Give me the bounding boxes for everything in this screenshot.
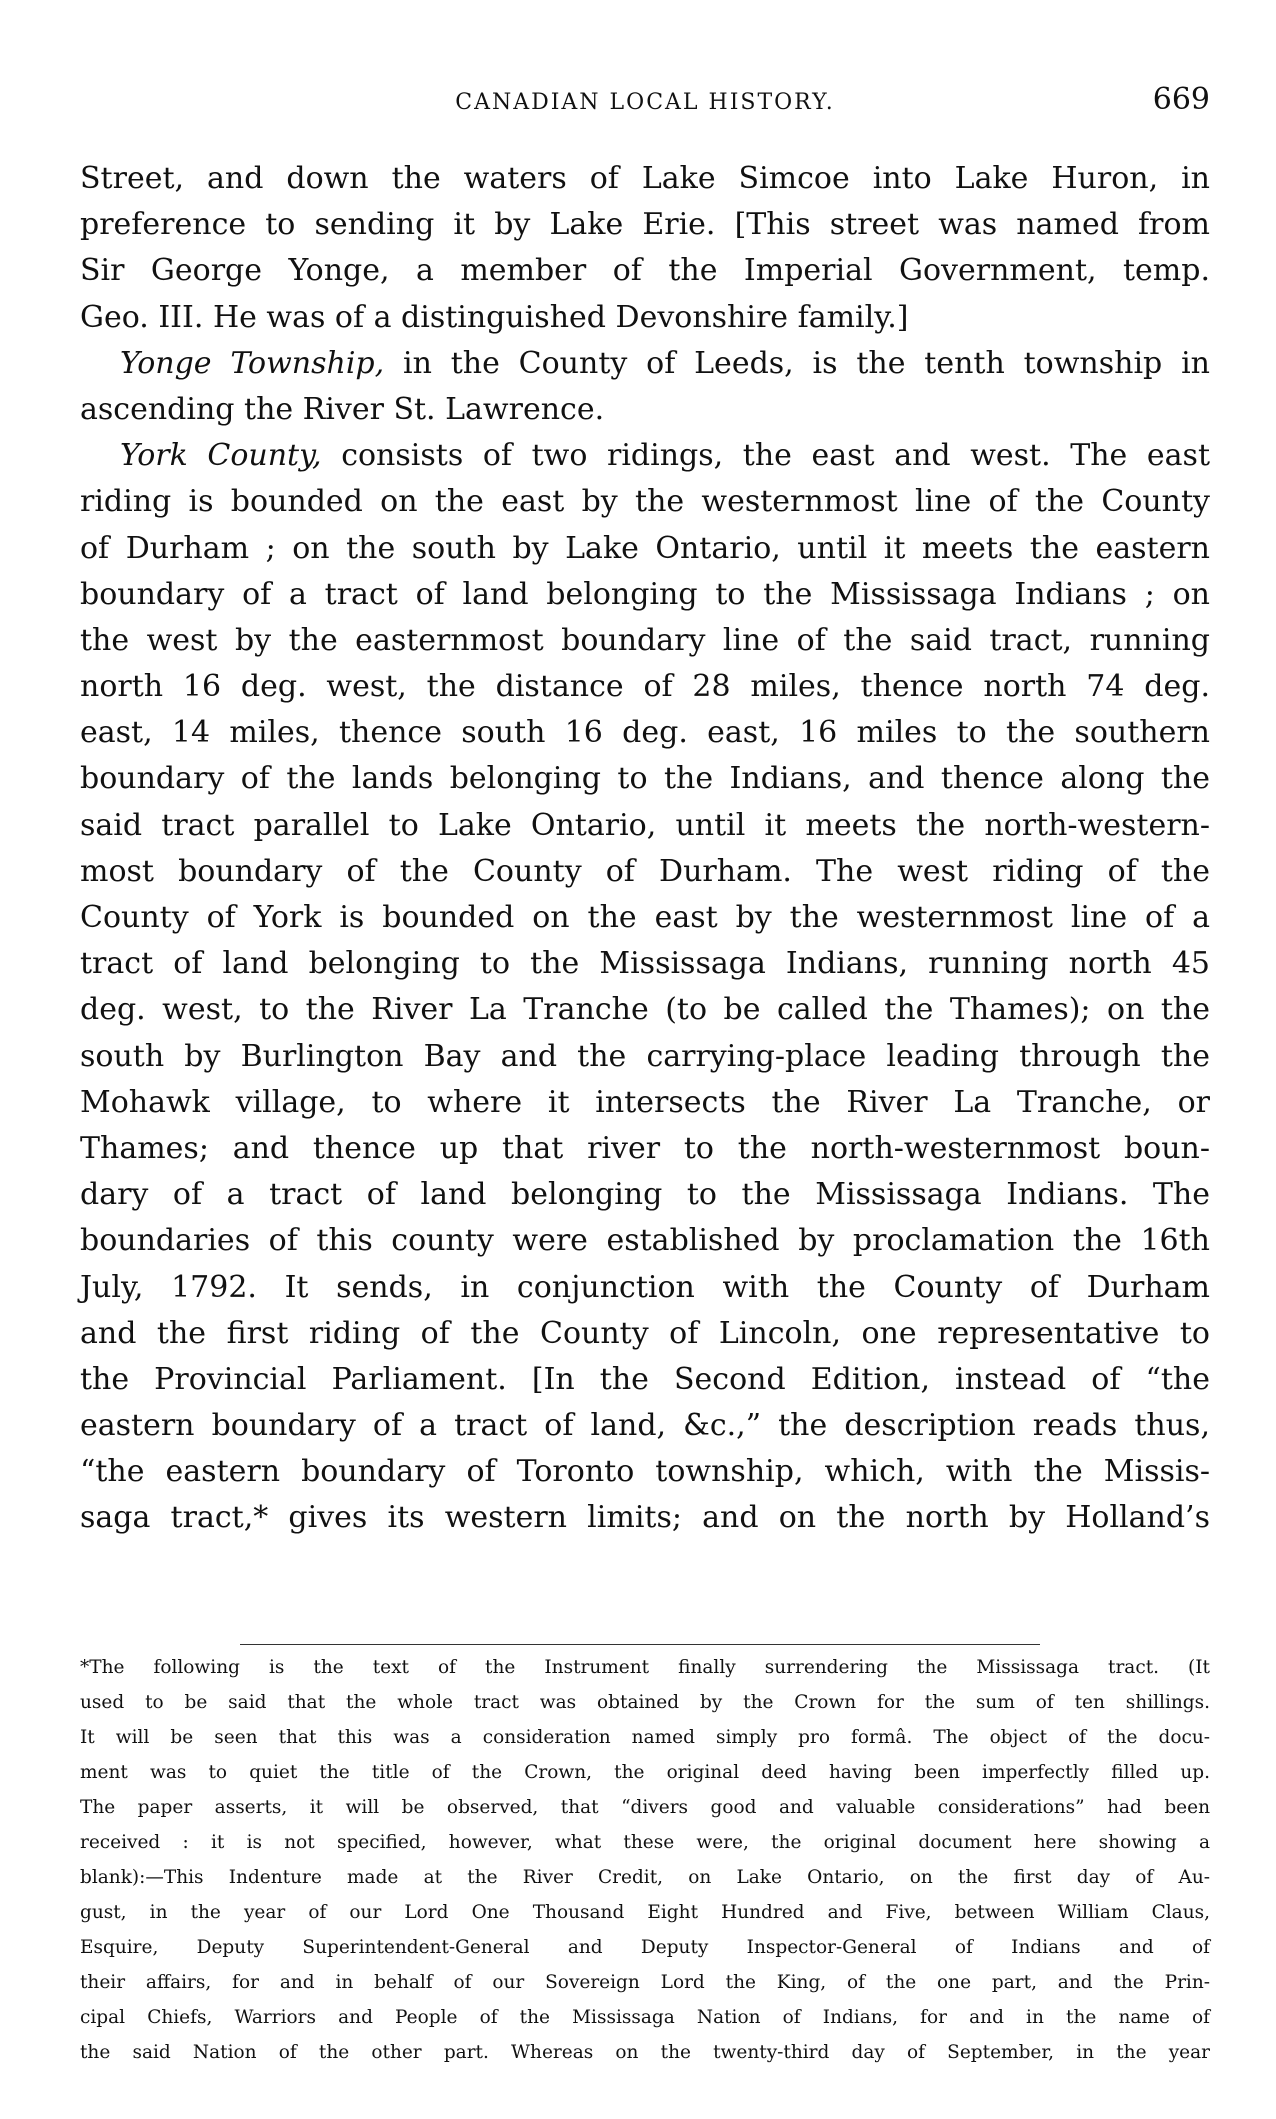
- body-line: “the eastern boundary of Toronto township, which, with the Missis-: [80, 1454, 1210, 1490]
- body-line: boundaries of this county were established by proclamation the 16th: [80, 1223, 1210, 1259]
- body-line: of Durham ; on the south by Lake Ontario, until it meets the eastern: [80, 530, 1210, 566]
- footnote-line: received : it is not specified, however, what these were, the original document here showing a: [80, 1832, 1210, 1853]
- body-line: Mohawk village, to where it intersects the River La Tranche, or: [80, 1084, 1210, 1120]
- page-number: 669: [1152, 82, 1210, 117]
- body-line: riding is bounded on the east by the westernmost line of the County: [80, 484, 1210, 520]
- body-line: boundary of the lands belonging to the Indians, and thence along the: [80, 761, 1210, 797]
- body-line: the Provincial Parliament. [In the Second Edition, instead of “the: [80, 1361, 1210, 1397]
- footnote-line: It will be seen that this was a consideration named simply pro formâ. The object of the docu-: [80, 1727, 1210, 1748]
- body-line: east, 14 miles, thence south 16 deg. east, 16 miles to the southern: [80, 715, 1210, 751]
- body-line: eastern boundary of a tract of land, &c.,” the description reads thus,: [80, 1408, 1210, 1444]
- footnote-rule: [240, 1644, 1040, 1645]
- footnote: [80, 1650, 1210, 2070]
- body-line-yonge-township: [80, 341, 1210, 387]
- body-line: Thames; and thence up that river to the north-westernmost boun-: [80, 1130, 1210, 1166]
- running-title: CANADIAN LOCAL HISTORY.: [455, 90, 835, 115]
- body-line: south by Burlington Bay and the carrying-place leading through the: [80, 1038, 1210, 1074]
- footnote-line: used to be said that the whole tract was obtained by the Crown for the sum of ten shillings.: [80, 1692, 1210, 1713]
- footnote-line: gust, in the year of our Lord One Thousand Eight Hundred and Five, between William Claus,: [80, 1902, 1210, 1923]
- footnote-line: ment was to quiet the title of the Crown, the original deed having been imperfectly filled up.: [80, 1762, 1210, 1783]
- body-line: July, 1792. It sends, in conjunction with the County of Durham: [80, 1269, 1210, 1305]
- entry-text: consists of two ridings, the east and west. The east: [321, 438, 1210, 474]
- body-line: saga tract,* gives its western limits; and on the north by Holland’s: [80, 1500, 1210, 1536]
- entry-heading-yonge-township: Yonge Township,: [120, 345, 385, 381]
- body-line: Geo. III. He was of a distinguished Devonshire family.]: [80, 299, 909, 335]
- body-line: most boundary of the County of Durham. The west riding of the: [80, 853, 1210, 889]
- body-line-york-county: [80, 433, 1210, 479]
- body-line: dary of a tract of land belonging to the Mississaga Indians. The: [80, 1177, 1210, 1213]
- entry-heading-york-county: York County,: [120, 438, 322, 474]
- entry-text: in the County of Leeds, is the tenth township in: [384, 345, 1210, 381]
- body-line: ascending the River St. Lawrence.: [80, 391, 605, 427]
- footnote-line: *The following is the text of the Instrument finally surrendering the Mississaga tract. (It: [80, 1657, 1210, 1678]
- body-line: the west by the easternmost boundary line of the said tract, running: [80, 622, 1210, 658]
- body-line: boundary of a tract of land belonging to the Mississaga Indians ; on: [80, 576, 1210, 612]
- footnote-line: the said Nation of the other part. Whereas on the twenty-third day of September, in the year: [80, 2042, 1210, 2063]
- body-line: preference to sending it by Lake Erie. [This street was named from: [80, 207, 1210, 243]
- footnote-line: blank):—This Indenture made at the River Credit, on Lake Ontario, on the first day of Au-: [80, 1867, 1210, 1888]
- body-line: north 16 deg. west, the distance of 28 miles, thence north 74 deg.: [80, 669, 1210, 705]
- body-line: Street, and down the waters of Lake Simcoe into Lake Huron, in: [80, 161, 1210, 196]
- body-line: tract of land belonging to the Mississaga Indians, running north 45: [80, 946, 1210, 982]
- footnote-line: cipal Chiefs, Warriors and People of the Mississaga Nation of Indians, for and in the name of: [80, 2007, 1210, 2028]
- body-line: Sir George Yonge, a member of the Imperial Government, temp.: [80, 253, 1210, 289]
- body-line: said tract parallel to Lake Ontario, until it meets the north-western-: [80, 807, 1210, 843]
- body-line: County of York is bounded on the east by the westernmost line of a: [80, 900, 1210, 935]
- footnote-line: their affairs, for and in behalf of our Sovereign Lord the King, of the one part, and the Prin-: [80, 1972, 1210, 1993]
- footnote-line: Esquire, Deputy Superintendent-General and Deputy Inspector-General of Indians and of: [80, 1937, 1210, 1958]
- body-line: and the first riding of the County of Lincoln, one representative to: [80, 1315, 1210, 1351]
- footnote-line: The paper asserts, it will be observed, that “divers good and valuable considerations” had been: [80, 1797, 1210, 1818]
- body-line: deg. west, to the River La Tranche (to be called the Thames); on the: [80, 992, 1210, 1028]
- body-text: [80, 156, 1210, 1542]
- running-head: [80, 82, 1210, 122]
